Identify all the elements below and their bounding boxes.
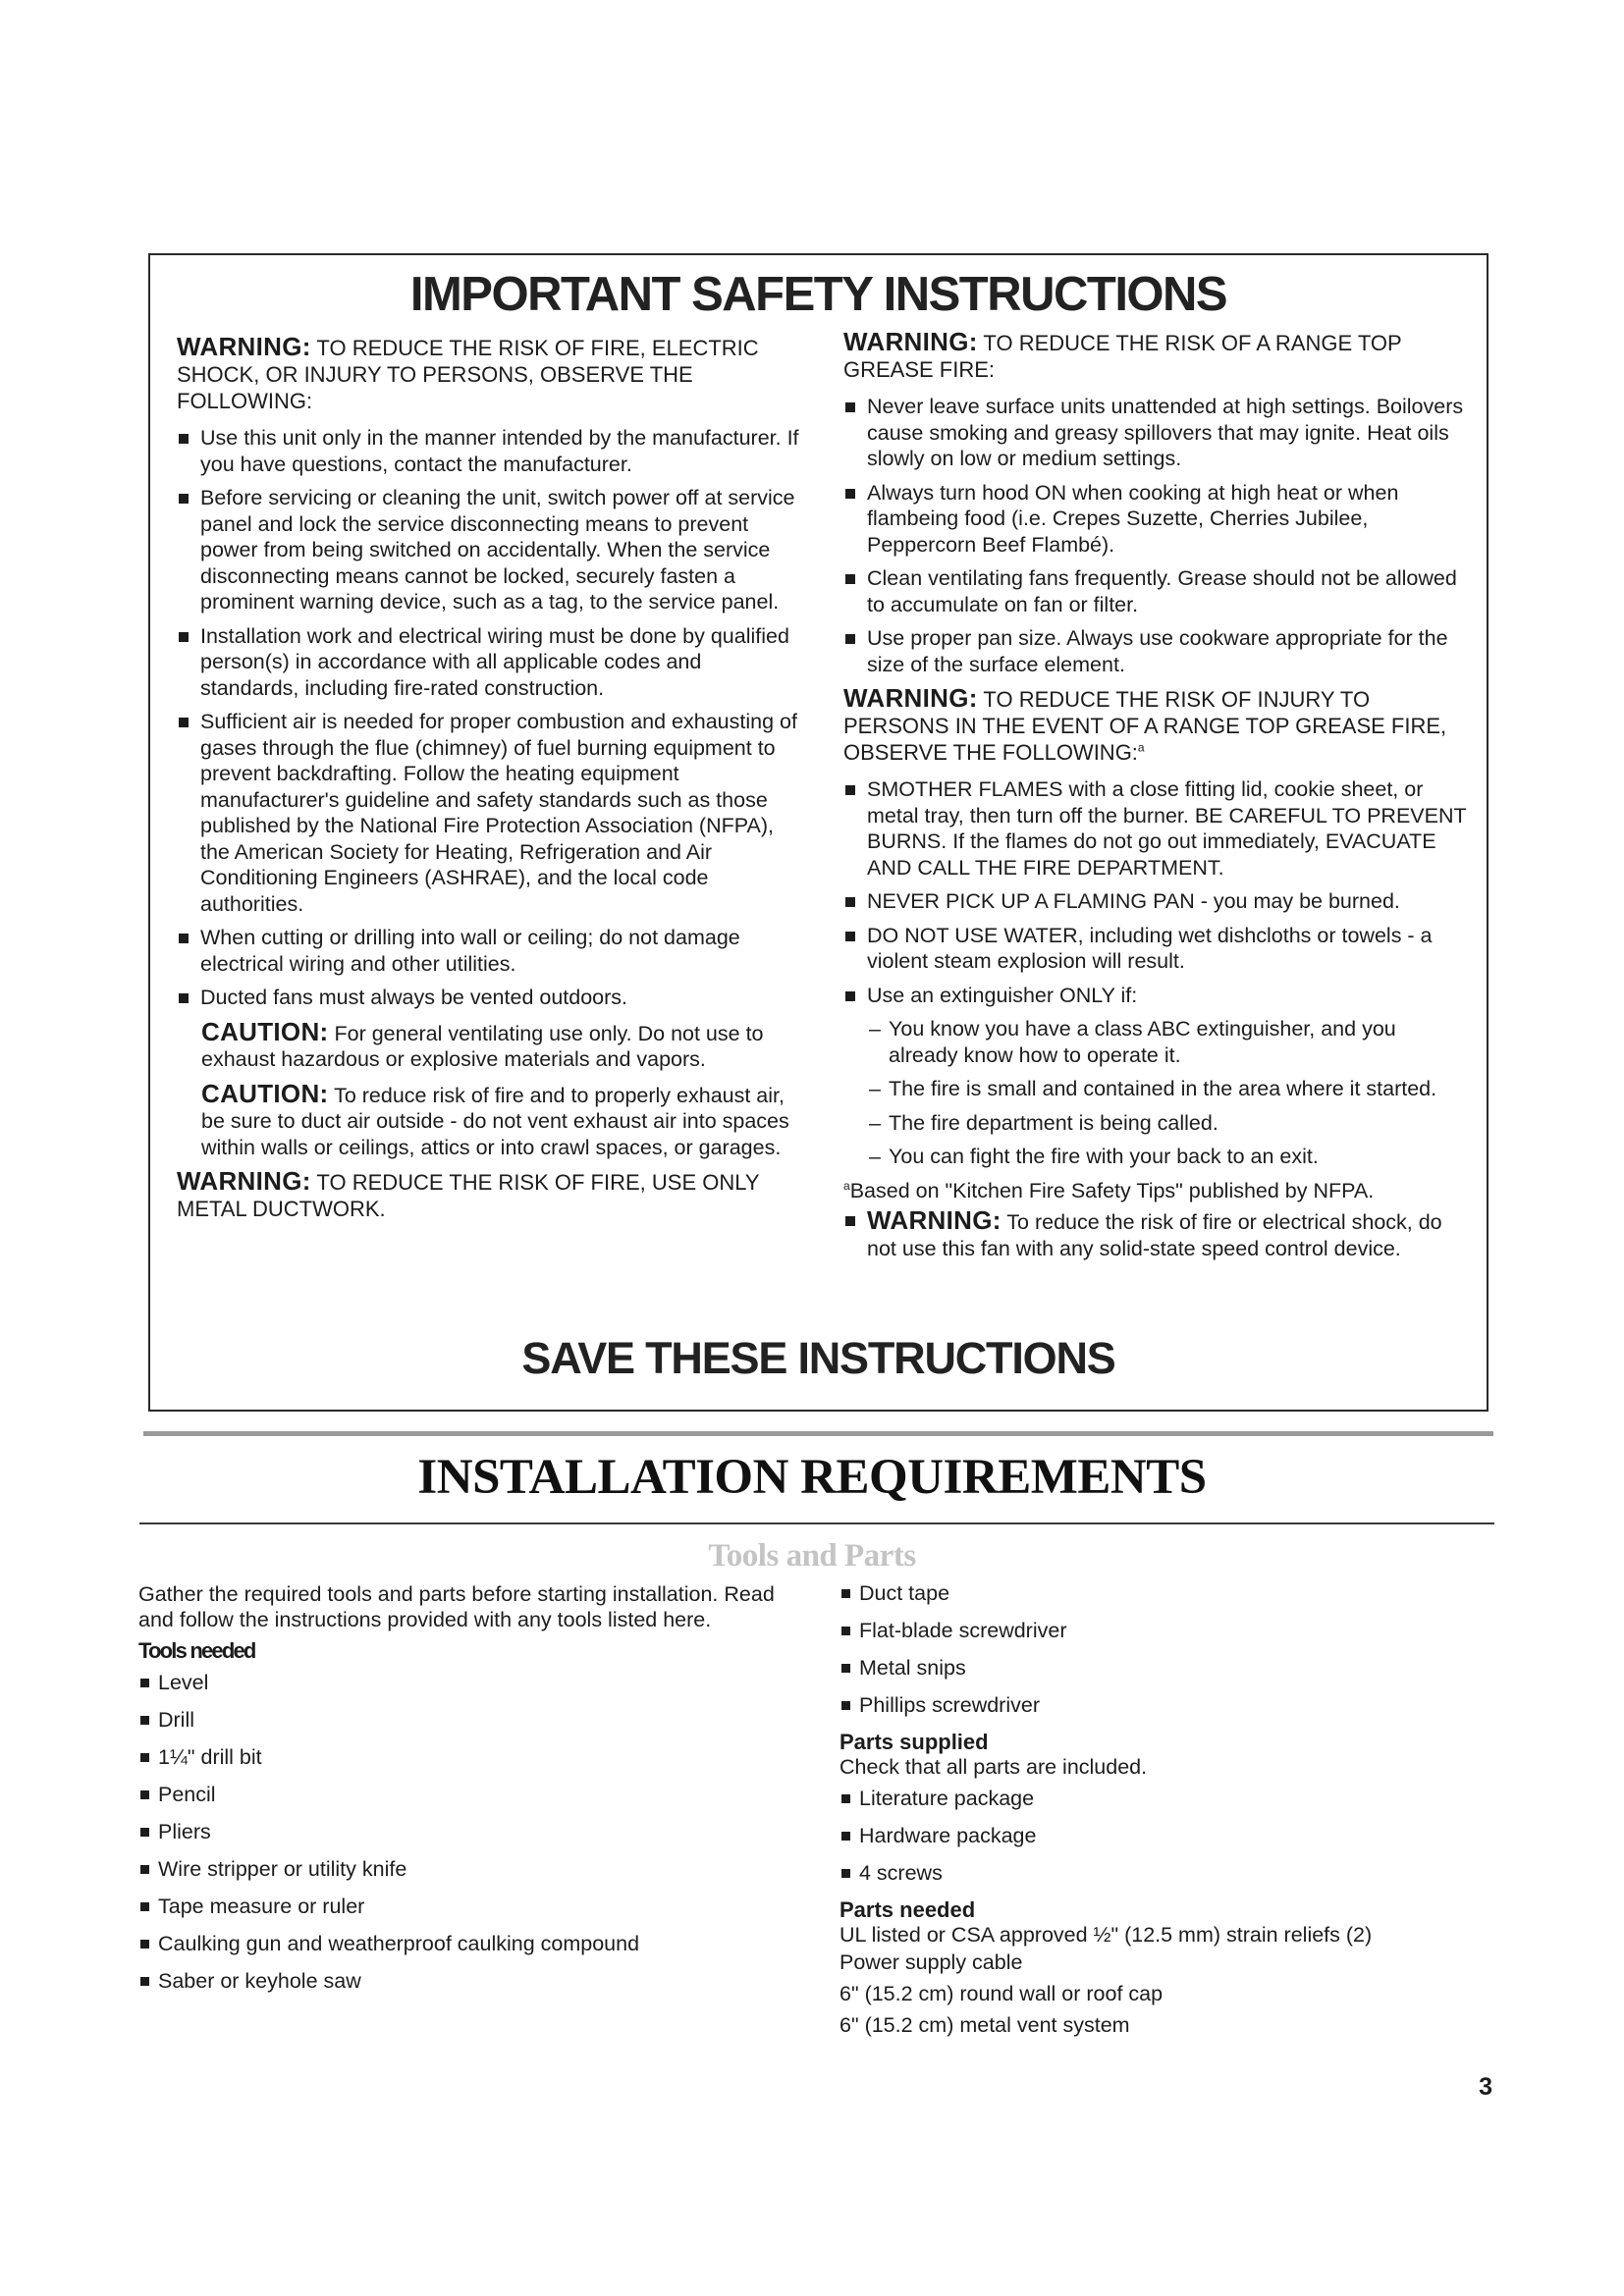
list-item: Wire stripper or utility knife — [138, 1850, 786, 1888]
caution-text: To reduce risk of fire and to properly exhaust air, be sure to duct air outside - do not vent exhaust air into spaces within walls or ceilings, attics or into crawl spaces, or garages. — [201, 1083, 789, 1159]
intro-paragraph: Gather the required tools and parts before starting installation. Read and follow the instructions provided with any tools listed here. — [138, 1582, 775, 1631]
list-item: Tape measure or ruler — [138, 1888, 786, 1925]
list-item: Clean ventilating fans frequently. Grease should not be allowed to accumulate on fan or filter. — [843, 565, 1468, 617]
list-item: Caulking gun and weatherproof caulking compound — [138, 1925, 786, 1962]
save-instructions-title: SAVE THESE INSTRUCTIONS — [521, 1333, 1115, 1383]
list-item: Use this unit only in the manner intended by the manufacturer. If you have questions, contact the manufacturer. — [177, 425, 801, 477]
list-item: Pencil — [138, 1776, 786, 1813]
warning-keyword: WARNING: — [177, 332, 311, 361]
list-item: Level — [138, 1664, 786, 1701]
parts-supplied-heading: Parts supplied — [839, 1730, 989, 1754]
list-item: When cutting or drilling into wall or ceiling; do not damage electrical wiring and other utilities. — [177, 925, 801, 977]
list-item: – You know you have a class ABC extinguisher, and you already know how to operate it. — [869, 1016, 1468, 1068]
list-item: Use an extinguisher ONLY if: — [843, 983, 1468, 1009]
extinguisher-conditions — [843, 1016, 1468, 1170]
warning-metal-ductwork — [177, 1168, 801, 1222]
caution-text: For general ventilating use only. Do not use to exhaust hazardous or explosive materials and vapors. — [201, 1021, 764, 1071]
warning-fire-shock — [177, 334, 801, 414]
safety-right-column — [843, 329, 1468, 1269]
list-item: Sufficient air is needed for proper combustion and exhausting of gases through the flue (chimney) of fuel burning equipment to prevent backdrafting. Follow the heating equipment manufacturer's guideline and safety standards such as those published by the National Fire Protection Association (NFPA), the American Society for Heating, Refrigeration and Air Conditioning Engineers (ASHRAE), and the local code authorities. — [177, 709, 801, 917]
list-item: Literature package — [839, 1780, 1488, 1817]
safety-instructions-box — [148, 253, 1489, 1412]
list-item: DO NOT USE WATER, including wet dishcloths or towels - a violent steam explosion will result. — [843, 923, 1468, 975]
parts-supplied-list — [839, 1780, 1488, 1892]
warning-text: TO REDUCE THE RISK OF A RANGE TOP GREASE FIRE: — [843, 331, 1402, 382]
installation-requirements-title: INSTALLATION REQUIREMENTS — [417, 1450, 1207, 1505]
parts-needed-heading: Parts needed — [839, 1897, 976, 1922]
list-item: 6" (15.2 cm) metal vent system — [839, 2012, 1130, 2037]
list-item: 4 screws — [839, 1854, 1488, 1892]
caution-exhaust-air — [177, 1078, 801, 1161]
list-item: SMOTHER FLAMES with a close fitting lid, cookie sheet, or metal tray, then turn off the burner. BE CAREFUL TO PREVENT BURNS. If the flames do not go out immediately, EVACUATE AND CALL THE FIRE DEPARTMENT. — [843, 776, 1468, 881]
section-divider-thin — [139, 1522, 1494, 1524]
safety-left-bullets — [177, 425, 801, 1011]
warning-keyword: WARNING: — [867, 1205, 1001, 1235]
warning-injury-grease-fire — [843, 685, 1468, 766]
footnote-text: Based on "Kitchen Fire Safety Tips" published by NFPA. — [849, 1178, 1375, 1202]
final-warning-list — [843, 1207, 1468, 1261]
list-item: Phillips screwdriver — [839, 1686, 1488, 1724]
list-item: Duct tape — [839, 1575, 1488, 1612]
list-item: Always turn hood ON when cooking at high heat or when flambeing food (i.e. Crepes Suzette, Cherries Jubilee, Peppercorn Beef Flambé). — [843, 480, 1468, 559]
injury-bullets — [843, 776, 1468, 1008]
list-item: – You can fight the fire with your back to an exit. — [869, 1144, 1468, 1170]
tools-list — [138, 1664, 786, 2000]
warning-text: TO REDUCE THE RISK OF FIRE, ELECTRIC SHOCK, OR INJURY TO PERSONS, OBSERVE THE FOLLOWING: — [177, 336, 759, 413]
section-divider-thick — [143, 1431, 1493, 1436]
list-item: Before servicing or cleaning the unit, switch power off at service panel and lock the service disconnecting means to prevent power from being switched on accidentally. When the service disconnecting means cannot be locked, securely fasten a prominent warning device, such as a tag, to the service panel. — [177, 485, 801, 615]
safety-title: IMPORTANT SAFETY INSTRUCTIONS — [409, 268, 1227, 321]
tools-needed-heading: Tools needed — [138, 1638, 255, 1663]
caution-keyword: CAUTION: — [201, 1016, 329, 1046]
parts-needed-list — [839, 1923, 1488, 2041]
list-item: Metal snips — [839, 1649, 1488, 1686]
warning-keyword: WARNING: — [177, 1166, 311, 1196]
caution-keyword: CAUTION: — [201, 1078, 329, 1108]
grease-fire-bullets — [843, 394, 1468, 677]
list-item: 6" (15.2 cm) round wall or roof cap — [839, 1981, 1164, 2005]
warning-text: TO REDUCE THE RISK OF INJURY TO PERSONS IN THE EVENT OF A RANGE TOP GREASE FIRE, OBSERVE THE FOLLOWING: — [843, 687, 1447, 765]
footnote-marker: a — [1137, 740, 1145, 755]
list-item: Flat-blade screwdriver — [839, 1612, 1488, 1649]
list-item: Installation work and electrical wiring must be done by qualified person(s) in accordance with all applicable codes and standards, including fire-rated construction. — [177, 623, 801, 702]
warning-speed-control — [843, 1207, 1468, 1261]
tools-list-continued — [839, 1575, 1488, 1724]
list-item: UL listed or CSA approved ½" (12.5 mm) strain reliefs (2) — [839, 1922, 1373, 1947]
list-item: Power supply cable — [839, 1949, 1023, 1974]
parts-supplied-intro: Check that all parts are included. — [839, 1754, 1148, 1779]
list-item: Saber or keyhole saw — [138, 1962, 786, 2000]
warning-text: TO REDUCE THE RISK OF FIRE, USE ONLY METAL DUCTWORK. — [177, 1170, 760, 1221]
warning-text: To reduce the risk of fire or electrical shock, do not use this fan with any solid-state speed control device. — [867, 1210, 1442, 1260]
warning-keyword: WARNING: — [843, 327, 978, 356]
list-item: – The fire department is being called. — [869, 1110, 1468, 1137]
list-item: NEVER PICK UP A FLAMING PAN - you may be burned. — [843, 888, 1468, 915]
page-number: 3 — [1479, 2073, 1492, 2101]
list-item: Never leave surface units unattended at high settings. Boilovers cause smoking and greasy spillovers that may ignite. Heat oils slowly on low or medium settings. — [843, 394, 1468, 472]
list-item: Drill — [138, 1701, 786, 1738]
list-item: Pliers — [138, 1813, 786, 1850]
footnote — [843, 1178, 1468, 1204]
warning-keyword: WARNING: — [843, 683, 978, 713]
tools-and-parts-title: Tools and Parts — [708, 1538, 916, 1574]
list-item: 1¼" drill bit — [138, 1738, 786, 1776]
list-item: – The fire is small and contained in the area where it started. — [869, 1076, 1468, 1102]
list-item: Hardware package — [839, 1817, 1488, 1854]
footnote-marker: a — [843, 1178, 850, 1193]
safety-left-column — [177, 334, 801, 1233]
warning-grease-fire — [843, 329, 1468, 383]
caution-general-use — [177, 1016, 801, 1073]
list-item: Use proper pan size. Always use cookware appropriate for the size of the surface element. — [843, 625, 1468, 677]
requirements-right-column — [839, 1582, 1488, 2041]
list-item: Ducted fans must always be vented outdoors. — [177, 985, 801, 1011]
requirements-left-column — [138, 1582, 786, 2000]
